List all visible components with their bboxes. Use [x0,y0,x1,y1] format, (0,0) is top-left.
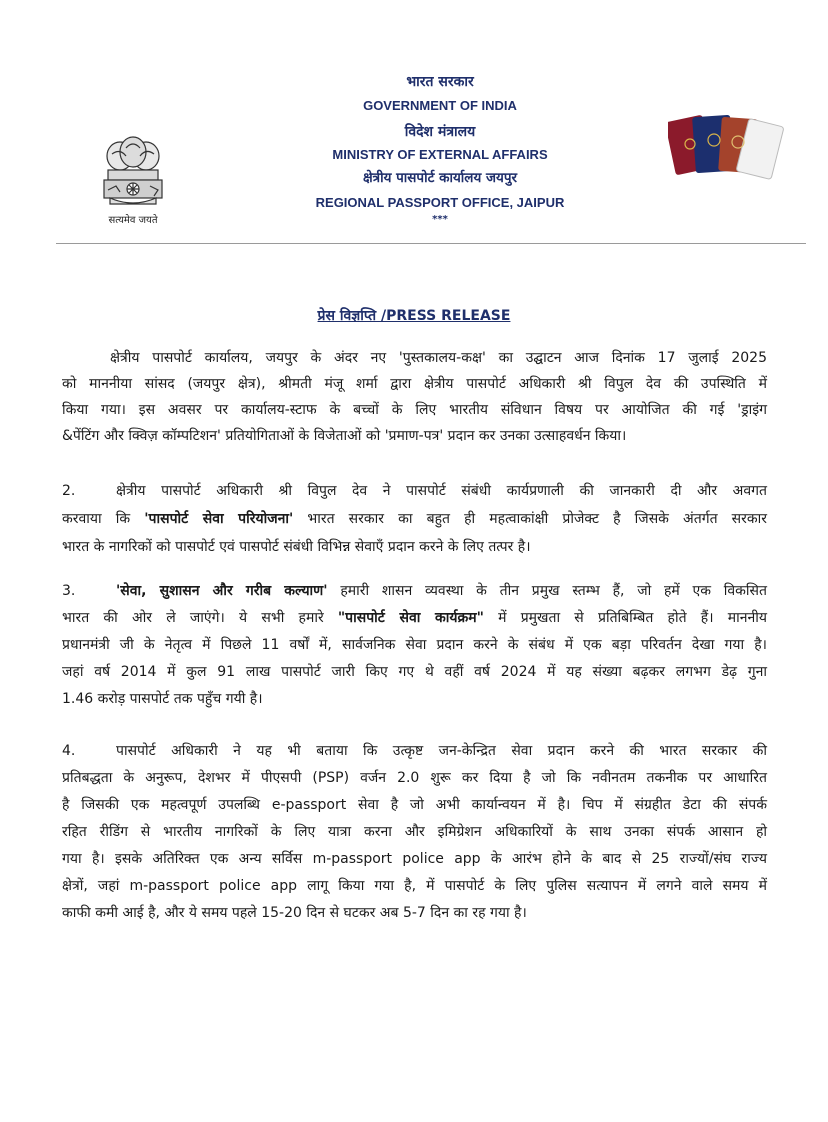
paragraph-line: प्रधानमंत्री जी के नेतृत्व में पिछले 11 वर्षों में, सार्वजनिक सेवा प्रदान करने के संबंध में एक बड़ा परिवर्तन देखा गया है। [62,637,767,653]
paragraph-line: क्षेत्रों, जहां m-passport police app लागू किया गया है, में पासपोर्ट के लिए पुलिस सत्यापन में लगने वाले समय में [62,878,767,894]
ministry-hindi-heading: विदेश मंत्रालय [404,124,476,140]
bold-phrase: 'पासपोर्ट सेवा परियोजना' [144,511,294,527]
paragraph-line [62,578,767,604]
paragraph-line: है जिसकी एक महत्वपूर्ण उपलब्धि e-passport सेवा है जो अभी कार्यान्वयन में है। चिप में संग्रहीत डेटा की संपर्क [62,797,767,813]
letterhead [0,70,828,240]
paragraph-number: 2. [62,483,76,499]
paragraph-line [62,605,767,631]
emblem-motto: सत्यमेव जयते [108,215,158,226]
ministry-english-heading: MINISTRY OF EXTERNAL AFFAIRS [332,147,548,162]
paragraph-line: जहां वर्ष 2014 में कुल 91 लाख पासपोर्ट जारी किए गए थे वहीं वर्ष 2024 में यह संख्या बढ़कर लगभग डेढ़ गुना [62,664,767,680]
gov-english-heading: GOVERNMENT OF INDIA [363,98,517,113]
press-release-title: प्रेस विज्ञप्ति /PRESS RELEASE [317,308,511,324]
national-emblem-icon [90,130,176,250]
paragraph-text: भारत की ओर ले जाएंगे। ये सभी हमारे [62,610,338,626]
paragraph-line [62,478,767,504]
bold-phrase: "पासपोर्ट सेवा कार्यक्रम" [337,610,484,626]
paragraph-text: करवाया कि [62,511,145,527]
bold-phrase: 'सेवा, सुशासन और गरीब कल्याण' [116,583,328,599]
paragraph-line: गया है। इसके अतिरिक्त एक अन्य सर्विस m-passport police app के आरंभ होने के बाद से 25 राज्यों/संघ राज्य [62,851,767,867]
office-english-heading: REGIONAL PASSPORT OFFICE, JAIPUR [315,195,565,210]
paragraph-line: भारत के नागरिकों को पासपोर्ट एवं पासपोर्ट संबंधी विभिन्न सेवाएँ प्रदान करने के लिए तत्पर है। [62,539,531,555]
paragraph-text: हमारी शासन व्यवस्था के तीन प्रमुख स्तम्भ हैं, जो हमें एक विकसित [327,583,767,599]
header-stars: *** [432,214,448,225]
paragraph-line: काफी कमी आई है, और ये समय पहले 15-20 दिन से घटकर अब 5-7 दिन का रह गया है। [62,905,527,921]
office-hindi-heading: क्षेत्रीय पासपोर्ट कार्यालय जयपुर [362,170,518,186]
paragraph-line: को माननीया सांसद (जयपुर क्षेत्र), श्रीमती मंजू शर्मा द्वारा क्षेत्रीय पासपोर्ट अधिकारी श्री विपुल देव की उपस्थिति में [62,376,767,392]
paragraph-line: क्षेत्रीय पासपोर्ट कार्यालय, जयपुर के अंदर नए 'पुस्तकालय-कक्ष' का उद्घाटन आज दिनांक 17 जुलाई 2025 [110,350,767,366]
gov-hindi-heading: भारत सरकार [406,74,474,90]
paragraph-text: पासपोर्ट अधिकारी ने यह भी बताया कि उत्कृष्ट जन-केन्द्रित सेवा प्रदान करने की भारत सरकार की [116,743,767,759]
paragraph-line: किया गया। इस अवसर पर कार्यालय-स्टाफ के बच्चों के लिए भारतीय संविधान विषय पर आयोजित की गई 'ड्राइंग [62,402,767,418]
header-divider [56,243,806,244]
paragraph-line [62,506,767,532]
paragraph-line [62,738,767,764]
paragraph-line: प्रतिबद्धता के अनुरूप, देशभर में पीएसपी (PSP) वर्जन 2.0 शुरू कर दिया है जो कि नवीनतम तकनीक पर आधारित [62,770,767,786]
paragraph-number: 4. [62,743,76,759]
paragraph-text: में प्रमुखता से प्रतिबिम्बित होते हैं। माननीय [483,610,767,626]
paragraph-line: रहित रीडिंग से भारतीय नागरिकों के लिए यात्रा करना और इमिग्रेशन अधिकारियों के साथ उनका संपर्क आसान हो [62,824,767,840]
paragraph-line: &पेंटिंग और क्विज़ कॉम्पटिशन' प्रतियोगिताओं के विजेताओं को 'प्रमाण-पत्र' प्रदान कर उनका उत्साहवर्धन किया। [62,428,627,444]
paragraph-line: 1.46 करोड़ पासपोर्ट तक पहुँच गयी है। [62,691,263,707]
paragraph-text: भारत सरकार का बहुत ही महत्वाकांक्षी प्रोजेक्ट है जिसके अंतर्गत सरकार [293,511,767,527]
paragraph-text: क्षेत्रीय पासपोर्ट अधिकारी श्री विपुल देव ने पासपोर्ट संबंधी कार्यप्रणाली की जानकारी दी और अवगत [116,483,767,499]
paragraph-number: 3. [62,583,76,599]
passport-booklets-icon [668,114,784,186]
